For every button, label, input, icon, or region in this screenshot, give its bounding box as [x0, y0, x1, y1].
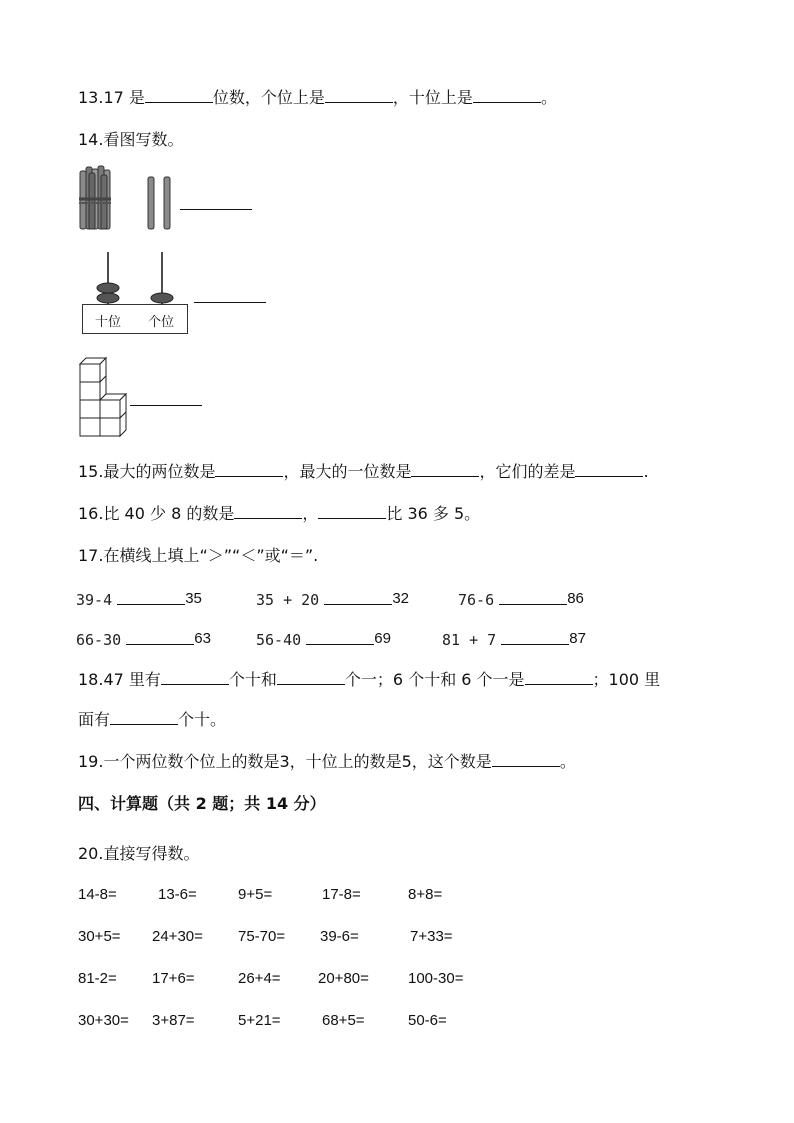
- question-18: 18.47 里有 个十和 个一；6 个十和 6 个一是 ；100 里: [78, 670, 661, 689]
- answer-blank[interactable]: [194, 302, 266, 303]
- compare-item: 39-4 35: [76, 590, 202, 609]
- answer-blank[interactable]: [234, 504, 302, 519]
- calc-item[interactable]: 24+30=: [152, 928, 203, 945]
- calc-item[interactable]: 81-2=: [78, 970, 117, 987]
- question-20-title: 20.直接写得数。: [78, 844, 200, 863]
- calc-item[interactable]: 68+5=: [322, 1012, 365, 1029]
- answer-blank[interactable]: [117, 590, 185, 605]
- compare-item: 76-6 86: [458, 590, 584, 609]
- calc-item[interactable]: 75-70=: [238, 928, 286, 945]
- calc-item[interactable]: 100-30=: [408, 970, 464, 987]
- compare-item: 56-40 69: [256, 630, 391, 649]
- calc-item[interactable]: 30+30=: [78, 1012, 129, 1029]
- calc-item[interactable]: 5+21=: [238, 1012, 281, 1029]
- abacus-rods: [82, 252, 188, 304]
- calc-item[interactable]: 7+33=: [410, 928, 453, 945]
- answer-blank[interactable]: [277, 670, 345, 685]
- answer-blank[interactable]: [180, 209, 252, 210]
- question-19: 19.一个两位数个位上的数是3，十位上的数是5，这个数是 。: [78, 752, 576, 771]
- answer-blank[interactable]: [324, 590, 392, 605]
- question-15: 15.最大的两位数是 ，最大的一位数是 ，它们的差是 .: [78, 462, 649, 481]
- sticks-figure: [76, 163, 196, 233]
- question-17-title: 17.在横线上填上“＞”“＜”或“＝”.: [78, 546, 319, 565]
- compare-item: 66-30 63: [76, 630, 211, 649]
- answer-blank[interactable]: [501, 630, 569, 645]
- answer-blank[interactable]: [126, 630, 194, 645]
- question-13: 13.17 是 位数，个位上是 ，十位上是 。: [78, 88, 557, 107]
- answer-blank[interactable]: [110, 710, 178, 725]
- single-sticks: [148, 177, 170, 229]
- question-18-cont: 面有 个十。: [78, 710, 227, 729]
- ones-label: 个位: [148, 315, 175, 330]
- question-16: 16.比 40 少 8 的数是 ， 比 36 多 5。: [78, 504, 481, 523]
- answer-blank[interactable]: [215, 462, 283, 477]
- answer-blank[interactable]: [499, 590, 567, 605]
- answer-blank[interactable]: [325, 88, 393, 103]
- section-heading: 四、计算题（共 2 题；共 14 分）: [78, 794, 326, 813]
- answer-blank[interactable]: [575, 462, 643, 477]
- calc-item[interactable]: 26+4=: [238, 970, 281, 987]
- answer-blank[interactable]: [525, 670, 593, 685]
- compare-item: 35 + 20 32: [256, 590, 409, 609]
- calc-item[interactable]: 50-6=: [408, 1012, 447, 1029]
- abacus-base: [82, 304, 188, 334]
- abacus-figure: [82, 252, 188, 334]
- calc-item[interactable]: 17-8=: [322, 886, 361, 903]
- ten-stick-bundle: [79, 166, 111, 229]
- answer-blank[interactable]: [318, 504, 386, 519]
- calc-item[interactable]: 3+87=: [152, 1012, 195, 1029]
- cubes-figure: [76, 354, 132, 440]
- answer-blank[interactable]: [492, 752, 560, 767]
- calc-item[interactable]: 17+6=: [152, 970, 195, 987]
- calc-item[interactable]: 9+5=: [238, 886, 273, 903]
- calc-item[interactable]: 14-8=: [78, 886, 117, 903]
- answer-blank[interactable]: [161, 670, 229, 685]
- answer-blank[interactable]: [306, 630, 374, 645]
- answer-blank[interactable]: [473, 88, 541, 103]
- question-14-title: 14.看图写数。: [78, 130, 184, 149]
- calc-item[interactable]: 30+5=: [78, 928, 121, 945]
- compare-item: 81 + 7 87: [442, 630, 586, 649]
- answer-blank[interactable]: [145, 88, 213, 103]
- tens-label: 十位: [95, 315, 122, 330]
- calc-item[interactable]: 8+8=: [408, 886, 443, 903]
- calc-item[interactable]: 39-6=: [320, 928, 359, 945]
- answer-blank[interactable]: [411, 462, 479, 477]
- answer-blank[interactable]: [130, 405, 202, 406]
- calc-item[interactable]: 13-6=: [158, 886, 197, 903]
- calc-item[interactable]: 20+80=: [318, 970, 369, 987]
